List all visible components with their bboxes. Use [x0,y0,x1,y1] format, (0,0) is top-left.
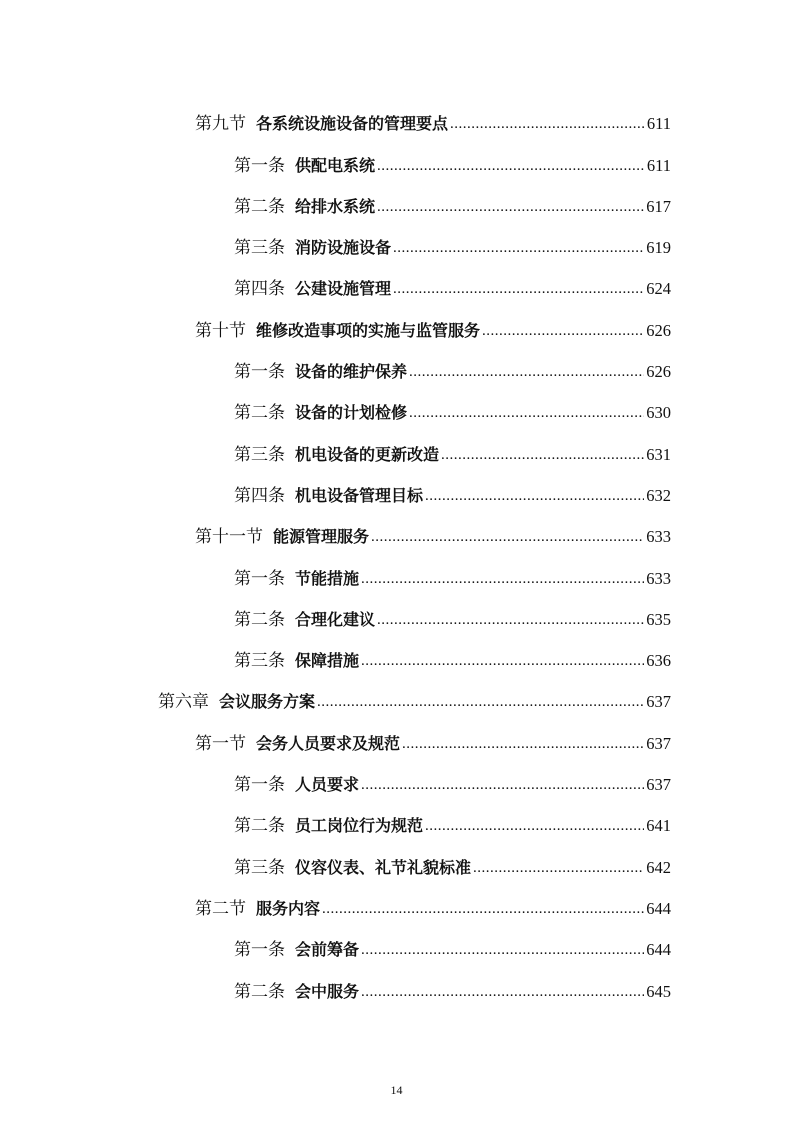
toc-entry-title: 会前筹备 [295,940,360,960]
toc-dot-leader [425,815,644,837]
toc-entry-number: 第四条 [234,485,285,505]
toc-entry-number: 第三条 [234,444,285,464]
toc-entry-number: 第三条 [234,651,285,671]
toc-entry-title: 公建设施管理 [295,279,392,299]
toc-entry-page: 645 [646,981,671,1001]
toc-entry-title: 员工岗位行为规范 [295,816,424,836]
page-number: 14 [390,1083,403,1097]
toc-entry-page: 644 [646,940,671,960]
toc-entry[interactable] [0,837,793,878]
toc-entry-page: 636 [646,651,671,671]
toc-entry[interactable] [0,879,793,920]
toc-entry[interactable] [0,94,793,135]
toc-dot-leader [317,691,644,713]
toc-entry-page: 644 [646,898,671,918]
toc-entry-number: 第三条 [234,857,285,877]
toc-entry-number: 第六章 [158,692,209,712]
toc-entry-title: 机电设备的更新改造 [295,444,440,464]
toc-entry-number: 第二条 [234,196,285,216]
toc-entry-number: 第二条 [234,981,285,1001]
toc-dot-leader [361,981,644,1003]
toc-entry-title: 会务人员要求及规范 [256,733,401,753]
toc-entry[interactable] [0,507,793,548]
toc-entry-page: 624 [646,279,671,299]
toc-entry-title: 人员要求 [295,775,360,795]
toc-entry-number: 第十一节 [195,527,263,547]
toc-dot-leader [402,733,644,755]
toc-entry-page: 626 [646,320,671,340]
toc-entry[interactable] [0,259,793,300]
toc-entry-number: 第九节 [195,114,246,134]
toc-entry-number: 第三条 [234,238,285,258]
toc-entry-number: 第一条 [234,940,285,960]
toc-dot-leader [322,898,644,920]
toc-dot-leader [377,609,644,631]
toc-entry-title: 机电设备管理目标 [295,485,424,505]
toc-entry-title: 能源管理服务 [273,527,370,547]
toc-dot-leader [450,113,645,135]
toc-entry-title: 保障措施 [295,651,360,671]
toc-entry-page: 617 [646,196,671,216]
toc-entry-number: 第十节 [195,320,246,340]
toc-entry-number: 第二条 [234,403,285,423]
toc-entry[interactable] [0,300,793,341]
toc-dot-leader [409,402,644,424]
toc-entry-page: 642 [646,857,671,877]
toc-entry-page: 633 [646,568,671,588]
toc-dot-leader [393,237,644,259]
toc-entry-page: 637 [646,733,671,753]
toc-entry-page: 637 [646,775,671,795]
toc-entry[interactable] [0,466,793,507]
toc-entry[interactable] [0,961,793,1002]
toc-entry[interactable] [0,590,793,631]
toc-entry[interactable] [0,135,793,176]
toc-entry-title: 给排水系统 [295,196,376,216]
toc-entry[interactable] [0,796,793,837]
toc-entry-title: 各系统设施设备的管理要点 [256,114,449,134]
toc-entry-number: 第二节 [195,898,246,918]
toc-entry[interactable] [0,177,793,218]
toc-entry-page: 611 [646,155,671,175]
toc-entry-number: 第一条 [234,568,285,588]
toc-entry[interactable] [0,548,793,589]
toc-dot-leader [377,155,645,177]
toc-entry[interactable] [0,631,793,672]
toc-entry[interactable] [0,342,793,383]
toc-entry[interactable] [0,920,793,961]
toc-entry[interactable] [0,672,793,713]
toc-dot-leader [409,361,644,383]
toc-entry[interactable] [0,424,793,465]
toc-entry-number: 第一条 [234,155,285,175]
toc-dot-leader [473,857,644,879]
toc-entry-title: 设备的计划检修 [295,403,408,423]
toc-dot-leader [361,568,644,590]
toc-entry-number: 第二条 [234,816,285,836]
toc-entry-number: 第四条 [234,279,285,299]
toc-entry-title: 会议服务方案 [219,692,316,712]
toc-entry-number: 第一节 [195,733,246,753]
toc-entry-number: 第二条 [234,609,285,629]
toc-entry-title: 仪容仪表、礼节礼貌标准 [295,857,472,877]
toc-dot-leader [361,650,644,672]
toc-entry-page: 641 [646,816,671,836]
toc-entry-title: 合理化建议 [295,609,376,629]
table-of-contents [0,94,793,1003]
toc-entry-page: 619 [646,238,671,258]
toc-entry-number: 第一条 [234,775,285,795]
toc-dot-leader [377,196,644,218]
toc-entry-page: 633 [646,527,671,547]
toc-entry-page: 632 [646,485,671,505]
toc-dot-leader [393,278,644,300]
toc-entry-number: 第一条 [234,362,285,382]
toc-entry-title: 消防设施设备 [295,238,392,258]
toc-entry[interactable] [0,218,793,259]
toc-dot-leader [482,320,644,342]
toc-entry-title: 设备的维护保养 [295,362,408,382]
toc-dot-leader [361,774,644,796]
toc-entry-title: 供配电系统 [295,155,376,175]
toc-entry-page: 631 [646,444,671,464]
toc-entry-title: 会中服务 [295,981,360,1001]
toc-dot-leader [371,526,644,548]
toc-dot-leader [425,485,644,507]
toc-entry-title: 节能措施 [295,568,360,588]
toc-entry-title: 维修改造事项的实施与监管服务 [256,320,481,340]
toc-entry[interactable] [0,713,793,754]
toc-entry-page: 635 [646,609,671,629]
toc-entry-page: 630 [646,403,671,423]
toc-dot-leader [361,939,644,961]
toc-entry-page: 611 [646,114,671,134]
toc-entry-page: 637 [646,692,671,712]
toc-entry[interactable] [0,383,793,424]
toc-entry[interactable] [0,755,793,796]
toc-entry-page: 626 [646,362,671,382]
toc-dot-leader [441,444,644,466]
toc-entry-title: 服务内容 [256,898,321,918]
